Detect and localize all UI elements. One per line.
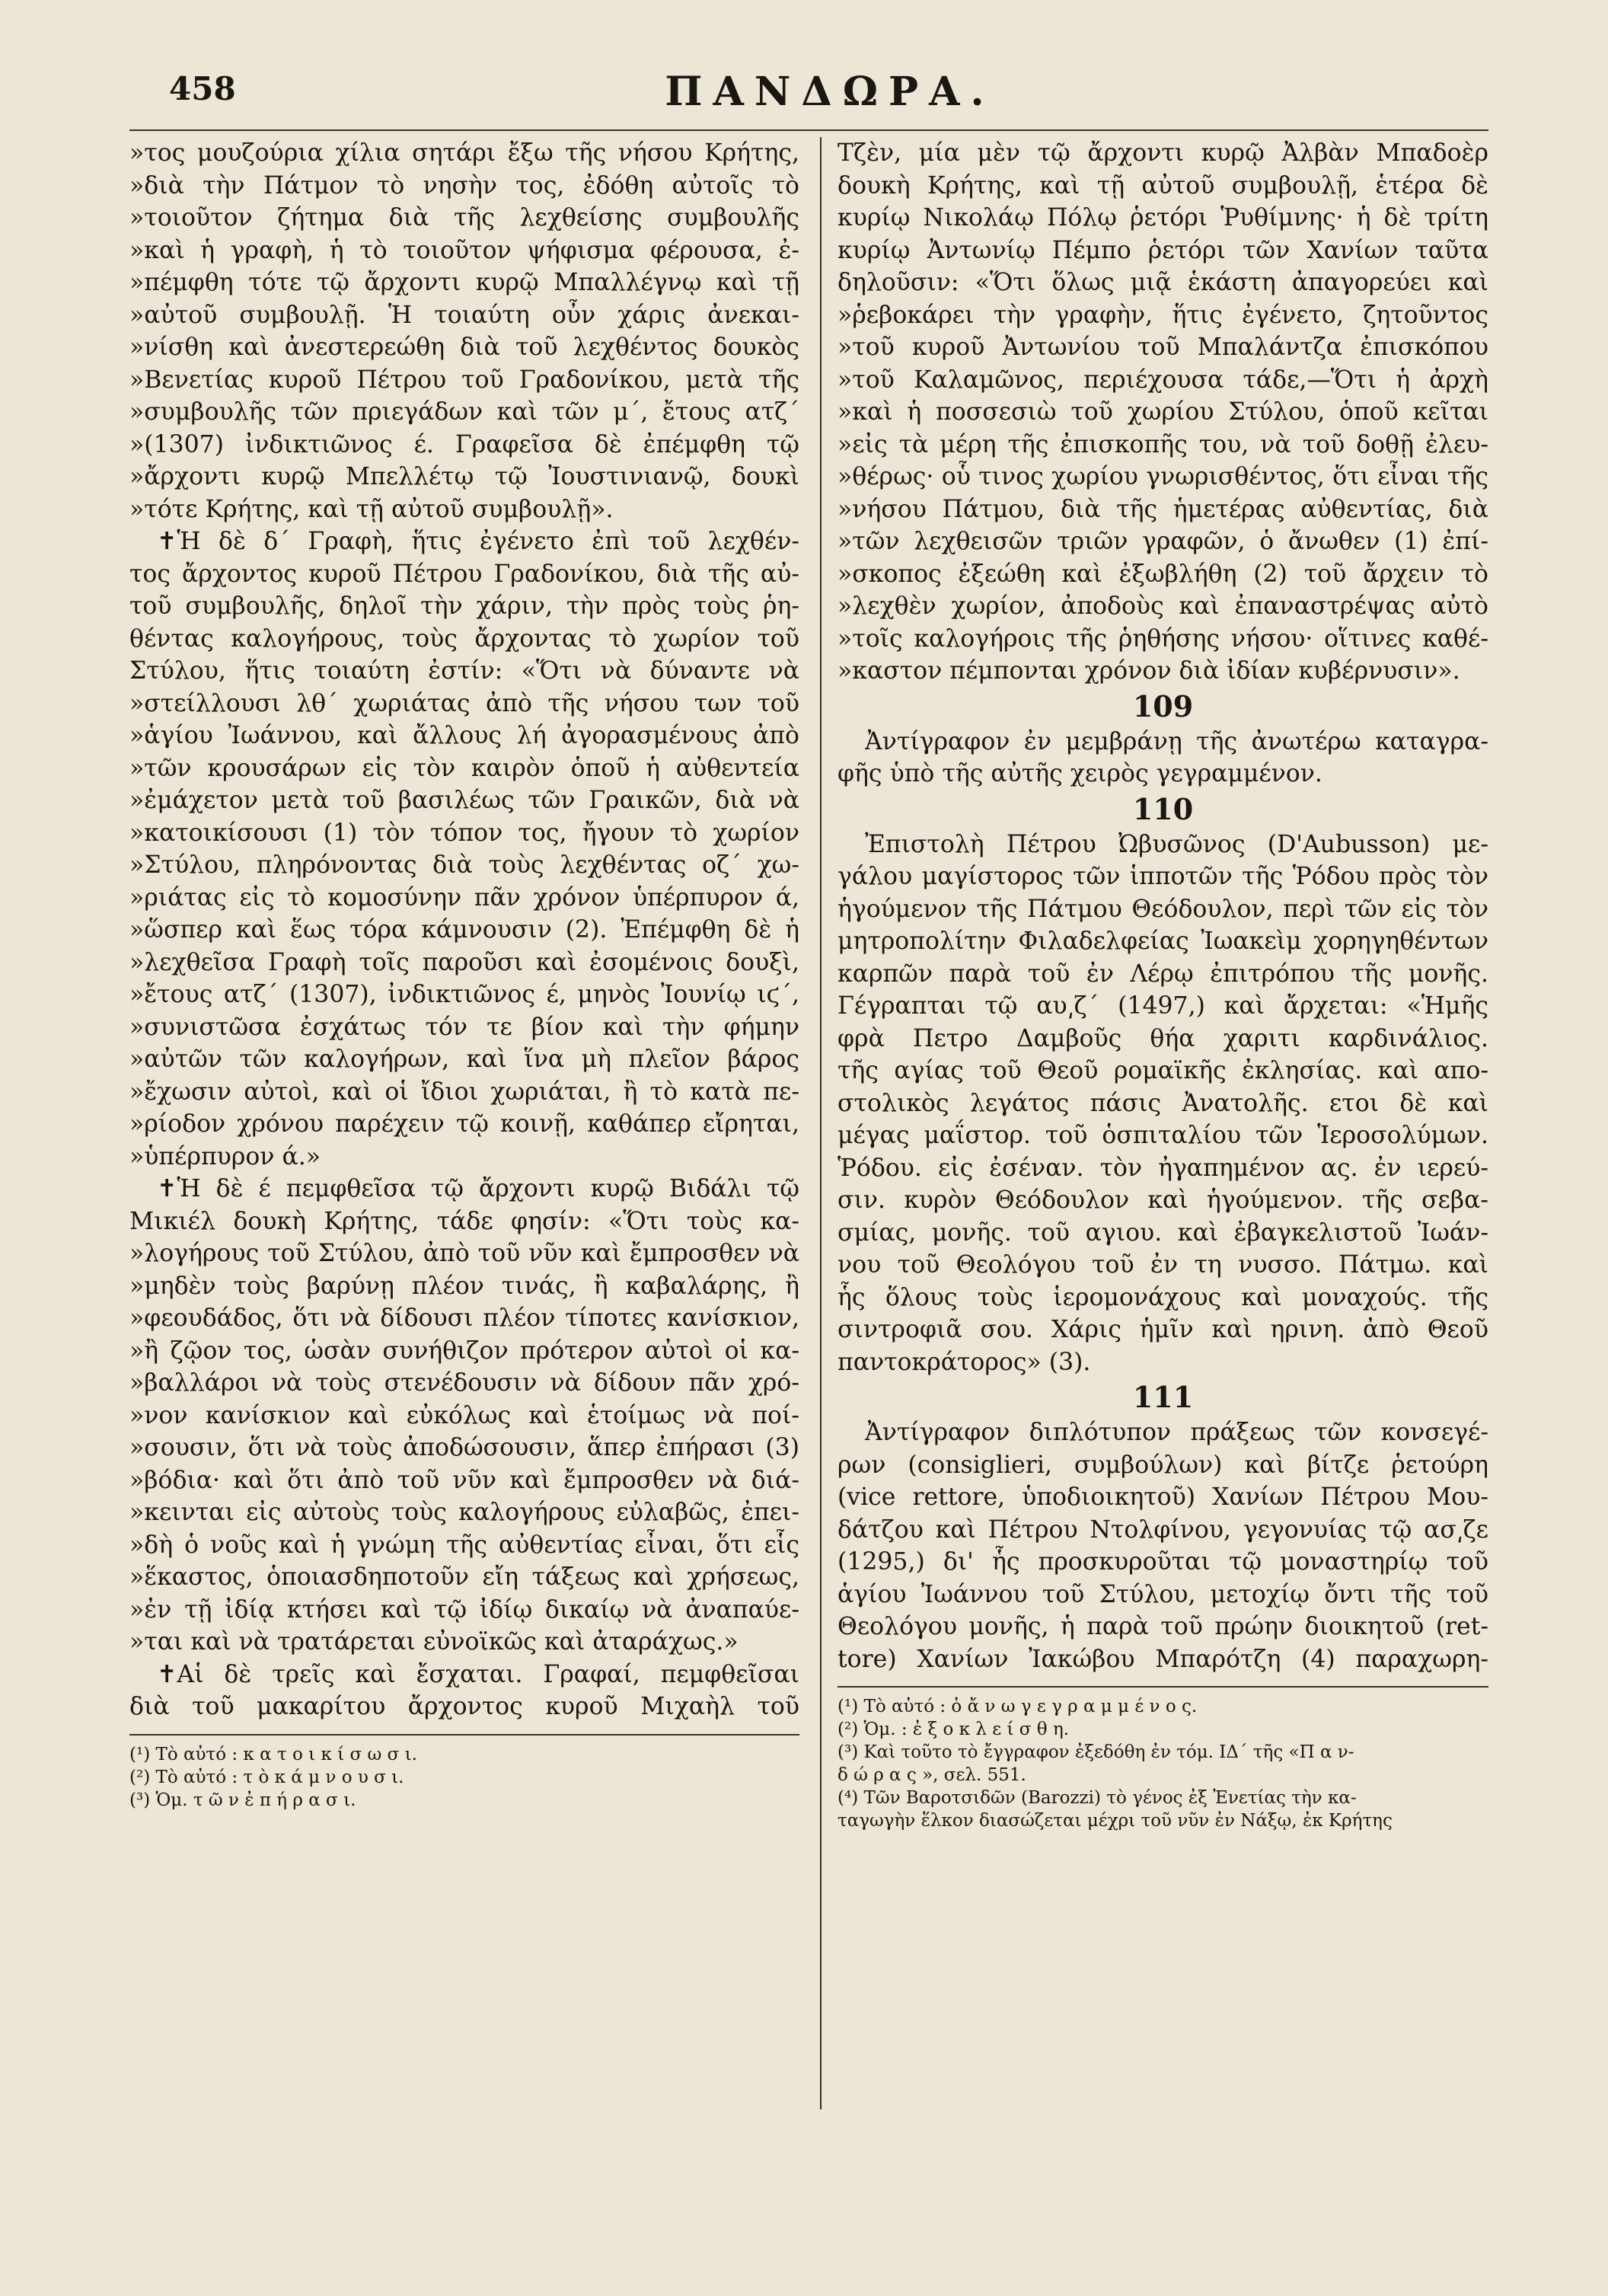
text-line: γάλου μαγίστορος τῶν ἱπποτῶν τῆς Ῥόδου πρὸς τὸν xyxy=(838,863,1488,890)
text-line: ✝Αἱ δὲ τρεῖς καὶ ἔσχαται. Γραφαί, πεμφθεῖσαι xyxy=(157,1660,799,1688)
text-line: δουκὴ Κρήτης, καὶ τῇ αὐτοῦ συμβουλῇ, ἑτέρα δὲ xyxy=(838,171,1488,200)
text-line: ✝Ἡ δὲ έ πεμφθεῖσα τῷ ἄρχοντι κυρῷ Βιδάλι τῷ xyxy=(157,1175,799,1202)
text-line: »τοῦ Καλαμῶνος, περιέχουσα τάδε,—Ὅτι ἡ ἀρχὴ xyxy=(838,366,1488,394)
footnote-rule xyxy=(129,1734,799,1736)
text-line: »νίσθη καὶ ἀνεστερεώθη διὰ τοῦ λεχθέντος δουκὸς xyxy=(129,334,799,361)
text-line: »τότε Κρήτης, καὶ τῇ αὐτοῦ συμβουλῇ». xyxy=(129,495,614,523)
text-line: φῆς ὑπὸ τῆς αὐτῆς χειρὸς γεγραμμένον. xyxy=(838,760,1322,787)
text-line: »στείλλουσι λθ΄ χωριάτας ἀπὸ τῆς νήσου των τοῦ xyxy=(129,689,799,717)
text-line: »καὶ ἡ ποσσεσιὼ τοῦ χωρίου Στύλου, ὁποῦ κεῖται xyxy=(838,398,1488,426)
footnote: (²) Ὁμ. : ἐ ξ ο κ λ ε ί σ θ η. xyxy=(838,1720,1070,1739)
text-line: »ἕκαστος, ὁποιασδηποτοῦν εἴη τάξεως καὶ χρήσεως, xyxy=(129,1563,799,1591)
text-line: »συμβουλῆς τῶν πριεγάδων καὶ τῶν μ΄, ἔτους ατζ΄ xyxy=(129,398,799,426)
text-line: παντοκράτορος» (3). xyxy=(838,1348,1091,1376)
footnote: (¹) Τὸ αὐτό : ὁ ἄ ν ω γ ε γ ρ α μ μ έ ν ο ς. xyxy=(838,1697,1198,1716)
text-line: (vice rettore, ὑποδιοικητοῦ) Χανίων Πέτρου Μου- xyxy=(838,1483,1488,1511)
text-line: ρων (consiglieri, συμβούλων) καὶ βίτζε ῥετούρη xyxy=(838,1451,1488,1479)
text-line: »σκοπος ἐξεώθη καὶ ἐξωβλήθη (2) τοῦ ἄρχειν τὸ xyxy=(838,560,1488,588)
text-line: μητροπολίτην Φιλαδελφείας Ἰωακεὶμ χορηγηθέντων xyxy=(838,928,1488,955)
text-line: »αὐτοῦ συμβουλῇ. Ἡ τοιαύτη οὖν χάρις ἀνεκαι- xyxy=(129,301,799,329)
text-line: »νήσου Πάτμου, διὰ τῆς ἡμετέρας αὐθεντίας, διὰ xyxy=(838,495,1488,523)
text-line: »τος μουζούρια χίλια σητάρι ἔξω τῆς νήσου Κρήτης, xyxy=(129,139,799,167)
text-line: »ἢ ζῷον τος, ὡσὰν συνήθιζον πρότερον αὐτοὶ οἱ κα- xyxy=(129,1336,799,1365)
text-line: στολικὸς λεγάτος πάσις Ἀνατολῆς. ετοι δὲ καὶ xyxy=(838,1089,1488,1117)
text-line: δηλοῦσιν: «Ὅτι ὅλως μιᾷ ἑκάστη ἀπαγορεύει καὶ xyxy=(838,269,1488,296)
footnote: (³) Καὶ τοῦτο τὸ ἔγγραφον ἐξεδόθη ἐν τόμ. ΙΔ΄ τῆς «Π α ν- xyxy=(838,1742,1354,1762)
text-line: Γέγραπται τῷ αυ͵ζ΄ (1497,) καὶ ἄρχεται: «Ἡμῆς xyxy=(838,992,1488,1020)
text-line: τῆς αγίας τοῦ Θεοῦ ρομαϊκῆς ἐκλησίας. καὶ απο- xyxy=(838,1057,1488,1084)
text-line: Στύλου, ἥτις τοιαύτη ἐστίν: «Ὅτι νὰ δύναντε νὰ xyxy=(129,657,799,685)
text-line: »τῶν λεχθεισῶν τριῶν γραφῶν, ὁ ἄνωθεν (1) ἐπί- xyxy=(838,528,1488,555)
document-number: 109 xyxy=(1132,688,1194,723)
text-line: »νον κανίσκιον καὶ εὐκόλως καὶ ἑτοίμως νὰ ποί- xyxy=(129,1401,799,1429)
document-number: 110 xyxy=(1132,791,1194,826)
text-line: τοῦ συμβουλῆς, δηλοῖ τὴν χάριν, τὴν πρὸς τοὺς ῥη- xyxy=(129,592,799,620)
text-line: »κεινται εἰς αὐτοὺς τοὺς καλογήρους εὐλαβῶς, ἐπει- xyxy=(129,1499,799,1526)
text-line: »λεχθὲν χωρίον, ἀποδοὺς καὶ ἐπαναστρέψας αὐτὸ xyxy=(838,592,1488,620)
text-line: ἁγίου Ἰωάννου τοῦ Στύλου, μετοχίῳ ὄντι τῆς τοῦ xyxy=(838,1580,1488,1608)
running-title: ΠΑΝΔΩΡΑ. xyxy=(665,69,995,115)
text-line: »ρίοδον χρόνου παρέχειν τῷ κοινῇ, καθάπερ εἴρηται, xyxy=(129,1110,799,1138)
text-line: »ὥσπερ καὶ ἕως τόρα κάμνουσιν (2). Ἐπέμφθη δὲ ἡ xyxy=(129,916,799,944)
footnote: (³) Ὁμ. τ ῶ ν ἐ π ή ρ α σ ι. xyxy=(129,1790,356,1810)
column-divider xyxy=(820,137,822,2109)
text-line: »ἐμάχετον μετὰ τοῦ βασιλέως τῶν Γραικῶν, διὰ νὰ xyxy=(129,787,799,814)
right-column xyxy=(838,137,1488,1832)
text-line: »ὑπέρπυρον ά.» xyxy=(129,1142,321,1170)
text-line: »τοῦ κυροῦ Ἀντωνίου τοῦ Μπαλάντζα ἐπισκόπου xyxy=(838,334,1488,361)
text-line: »καὶ ἡ γραφὴ, ἡ τὸ τοιοῦτον ψήφισμα φέρουσα, ἐ- xyxy=(129,236,799,264)
text-line: »ἄρχοντι κυρῷ Μπελλέτῳ τῷ Ἰουστινιανῷ, δουκὶ xyxy=(129,463,799,490)
text-line: »αὐτῶν τῶν καλογήρων, καὶ ἵνα μὴ πλεῖον βάρος xyxy=(129,1046,799,1073)
text-line: tore) Χανίων Ἰακώβου Μπαρότζη (4) παραχωρη- xyxy=(838,1645,1488,1673)
text-line: κυρίῳ Νικολάῳ Πόλῳ ῥετόρι Ῥυθίμνης· ἡ δὲ τρίτη xyxy=(838,204,1488,232)
text-line: »θέρως· οὗ τινος χωρίου γνωρισθέντος, ὅτι εἶναι τῆς xyxy=(838,463,1488,490)
text-line: »μηδὲν τοὺς βαρύνῃ πλέον τινάς, ἢ καβαλάρης, ἢ xyxy=(129,1272,799,1300)
text-line: ἧς ὅλους τοὺς ἱερομονάχους καὶ μοναχούς. τῆς xyxy=(838,1283,1488,1311)
text-line: »βαλλάροι νὰ τοὺς στενέδουσιν νὰ δίδουν πᾶν χρό- xyxy=(129,1369,799,1397)
text-line: »ἔχωσιν αὐτοὶ, καὶ οἱ ἴδιοι χωριάται, ἢ τὸ κατὰ πε- xyxy=(129,1078,799,1106)
text-line: »εἰς τὰ μέρη τῆς ἐπισκοπῆς του, νὰ τοῦ δοθῇ ἐλευ- xyxy=(838,430,1488,458)
text-line: Τζὲν, μία μὲν τῷ ἄρχοντι κυρῷ Ἀλβὰν Μπαδοὲρ xyxy=(838,139,1488,167)
text-line: Ἀντίγραφον ἐν μεμβράνῃ τῆς ἀνωτέρω καταγρα- xyxy=(865,727,1488,755)
footnote: δ ώ ρ α ς », σελ. 551. xyxy=(838,1765,1026,1785)
text-line: »Βενετίας κυροῦ Πέτρου τοῦ Γραδονίκου, μετὰ τῆς xyxy=(129,366,799,394)
text-line: »διὰ τὴν Πάτμον τὸ νησὴν τος, ἐδόθη αὐτοῖς τὸ xyxy=(129,171,799,200)
header-rule xyxy=(129,129,1488,131)
text-line: Ἐπιστολὴ Πέτρου Ὠβυσῶνος (D'Aubusson) με- xyxy=(865,830,1488,858)
text-line: »ἐν τῇ ἰδίᾳ κτήσει καὶ τῷ ἰδίῳ δικαίῳ νὰ ἀναπαύε- xyxy=(129,1595,799,1624)
footnote-rule xyxy=(838,1686,1488,1688)
text-line: δάτζου καὶ Πέτρου Ντολφίνου, γεγονυίας τῷ ασ͵ζε xyxy=(838,1515,1488,1544)
text-line: »ῥεβοκάρει τὴν γραφὴν, ἥτις ἐγένετο, ζητοῦντος xyxy=(838,301,1488,329)
footnote: ταγωγὴν ἕλκον διασώζεται μέχρι τοῦ νῦν ἐν Νάξῳ, ἐκ Κρήτης xyxy=(838,1811,1393,1831)
text-line: »βόδια· καὶ ὅτι ἀπὸ τοῦ νῦν καὶ ἔμπροσθεν νὰ διά- xyxy=(129,1466,799,1494)
text-line: »κατοικίσουσι (1) τὸν τόπον τος, ἤγουν τὸ χωρίον xyxy=(129,819,799,847)
text-line: Ῥόδου. εἰς ἐσέναν. τὸν ἠγαπημένον ας. ἐν ιερεύ- xyxy=(838,1154,1488,1182)
text-line: μέγας μαΐστορ. τοῦ ὁσπιταλίου τῶν Ἱεροσολύμων. xyxy=(838,1122,1488,1149)
document-number: 111 xyxy=(1132,1380,1194,1414)
text-line: »τοιοῦτον ζήτημα διὰ τῆς λεχθείσης συμβουλῆς xyxy=(129,204,799,232)
page-number: 458 xyxy=(169,70,236,107)
text-line: »ται καὶ νὰ τρατάρεται εὐνοϊκῶς καὶ ἀταράχως.» xyxy=(129,1628,739,1656)
text-line: Μικιέλ δουκὴ Κρήτης, τάδε φησίν: «Ὅτι τοὺς κα- xyxy=(129,1207,799,1235)
text-line: »ἁγίου Ἰωάννου, καὶ ἄλλους λή ἀγορασμένους ἀπὸ xyxy=(129,722,799,749)
text-line: νου τοῦ Θεολόγου τοῦ ἐν τη νυσσο. Πάτμω. καὶ xyxy=(838,1251,1488,1279)
text-line: σιν. κυρὸν Θεόδουλον καὶ ἡγούμενον. τῆς σεβα- xyxy=(838,1186,1488,1214)
text-line: »Στύλου, πληρόνοντας διὰ τοὺς λεχθέντας οζ΄ χω- xyxy=(129,851,799,879)
text-line: »τοῖς καλογήροις τῆς ῥηθήσης νήσου· οἵτινες καθέ- xyxy=(838,624,1488,653)
text-line: Ἀντίγραφον διπλότυπον πράξεως τῶν κονσεγέ- xyxy=(865,1419,1488,1446)
left-column xyxy=(129,137,799,1812)
text-line: τος ἄρχοντος κυροῦ Πέτρου Γραδονίκου, διὰ τῆς αὐ- xyxy=(129,560,799,588)
text-line: ἡγούμενον τῆς Πάτμου Θεόδουλον, περὶ τῶν εἰς τὸν xyxy=(838,895,1488,923)
text-line: σιντροφιᾶ σου. Χάρις ἡμῖν καὶ ηρινη. ἀπὸ Θεοῦ xyxy=(838,1316,1488,1343)
text-line: »ριάτας εἰς τὸ κομοσύνην πᾶν χρόνον ὑπέρπυρον ά, xyxy=(129,883,799,912)
text-line: »(1307) ἰνδικτιῶνος έ. Γραφεῖσα δὲ ἐπέμφθη τῷ xyxy=(129,430,799,458)
text-line: Θεολόγου μονῆς, ἡ παρὰ τοῦ πρώην διοικητοῦ (ret- xyxy=(838,1613,1488,1640)
text-line: »πέμφθη τότε τῷ ἄρχοντι κυρῷ Μπαλλέγνῳ καὶ τῇ xyxy=(129,269,799,296)
footnote: (¹) Τὸ αὐτό : κ α τ ο ι κ ί σ ω σ ι. xyxy=(129,1744,417,1764)
text-line: »τῶν κρουσάρων εἰς τὸν καιρὸν ὁποῦ ἡ αὐθεντεία xyxy=(129,754,799,782)
text-line: »συνιστῶσα ἐσχάτως τόν τε βίον καὶ τὴν φήμην xyxy=(129,1013,799,1041)
text-line: »ἔτους ατζ΄ (1307), ἰνδικτιῶνος έ, μηνὸς Ἰουνίῳ ιϛ΄, xyxy=(129,981,799,1008)
text-line: »λεχθεῖσα Γραφὴ τοῖς παροῦσι καὶ ἐσομένοις δουξὶ, xyxy=(129,948,799,976)
text-line: ✝Ἡ δὲ δ΄ Γραφὴ, ἥτις ἐγένετο ἐπὶ τοῦ λεχθέν- xyxy=(157,528,799,555)
text-line: σμίας, μονῆς. τοῦ αγιου. καὶ ἐβαγκελιστοῦ Ἰωάν- xyxy=(838,1218,1488,1247)
text-line: (1295,) δι' ἧς προσκυροῦται τῷ μοναστηρίῳ τοῦ xyxy=(838,1548,1488,1576)
text-line: διὰ τοῦ μακαρίτου ἄρχοντος κυροῦ Μιχαὴλ τοῦ xyxy=(129,1693,799,1720)
text-line: »φεουδάδος, ὅτι νὰ δίδουσι πλέον τίποτες κανίσκιον, xyxy=(129,1304,799,1332)
page-header xyxy=(160,67,1500,128)
text-line: θέντας καλογήρους, τοὺς ἄρχοντας τὸ χωρίον τοῦ xyxy=(129,624,799,653)
text-line: φρὰ Πετρο Δαμβοῦς θήα χαριτι καρδινάλιος. xyxy=(838,1024,1488,1052)
footnote: (²) Τὸ αὐτό : τ ὸ κ ά μ ν ο υ σ ι. xyxy=(129,1767,404,1787)
text-line: καρπῶν παρὰ τοῦ ἐν Λέρῳ ἐπιτρόπου τῆς μονῆς. xyxy=(838,960,1488,988)
text-line: »καστον πέμπονται χρόνον διὰ ἰδίαν κυβέρνυσιν». xyxy=(838,657,1460,685)
footnote: (⁴) Τῶν Βαροτσιδῶν (Barozzi) τὸ γένος ἐξ Ἐνετίας τὴν κα- xyxy=(838,1788,1357,1808)
text-line: »σουσιν, ὅτι νὰ τοὺς ἀποδώσουσιν, ἅπερ ἐπήρασι (3) xyxy=(129,1434,799,1461)
text-line: κυρίῳ Ἀντωνίῳ Πέμπο ῥετόρι τῶν Χανίων ταῦτα xyxy=(838,236,1488,264)
text-line: »λογήρους τοῦ Στύλου, ἀπὸ τοῦ νῦν καὶ ἔμπροσθεν νὰ xyxy=(129,1240,799,1267)
text-line: »δὴ ὁ νοῦς καὶ ἡ γνώμη τῆς αὐθεντίας εἶναι, ὅτι εἷς xyxy=(129,1531,799,1559)
